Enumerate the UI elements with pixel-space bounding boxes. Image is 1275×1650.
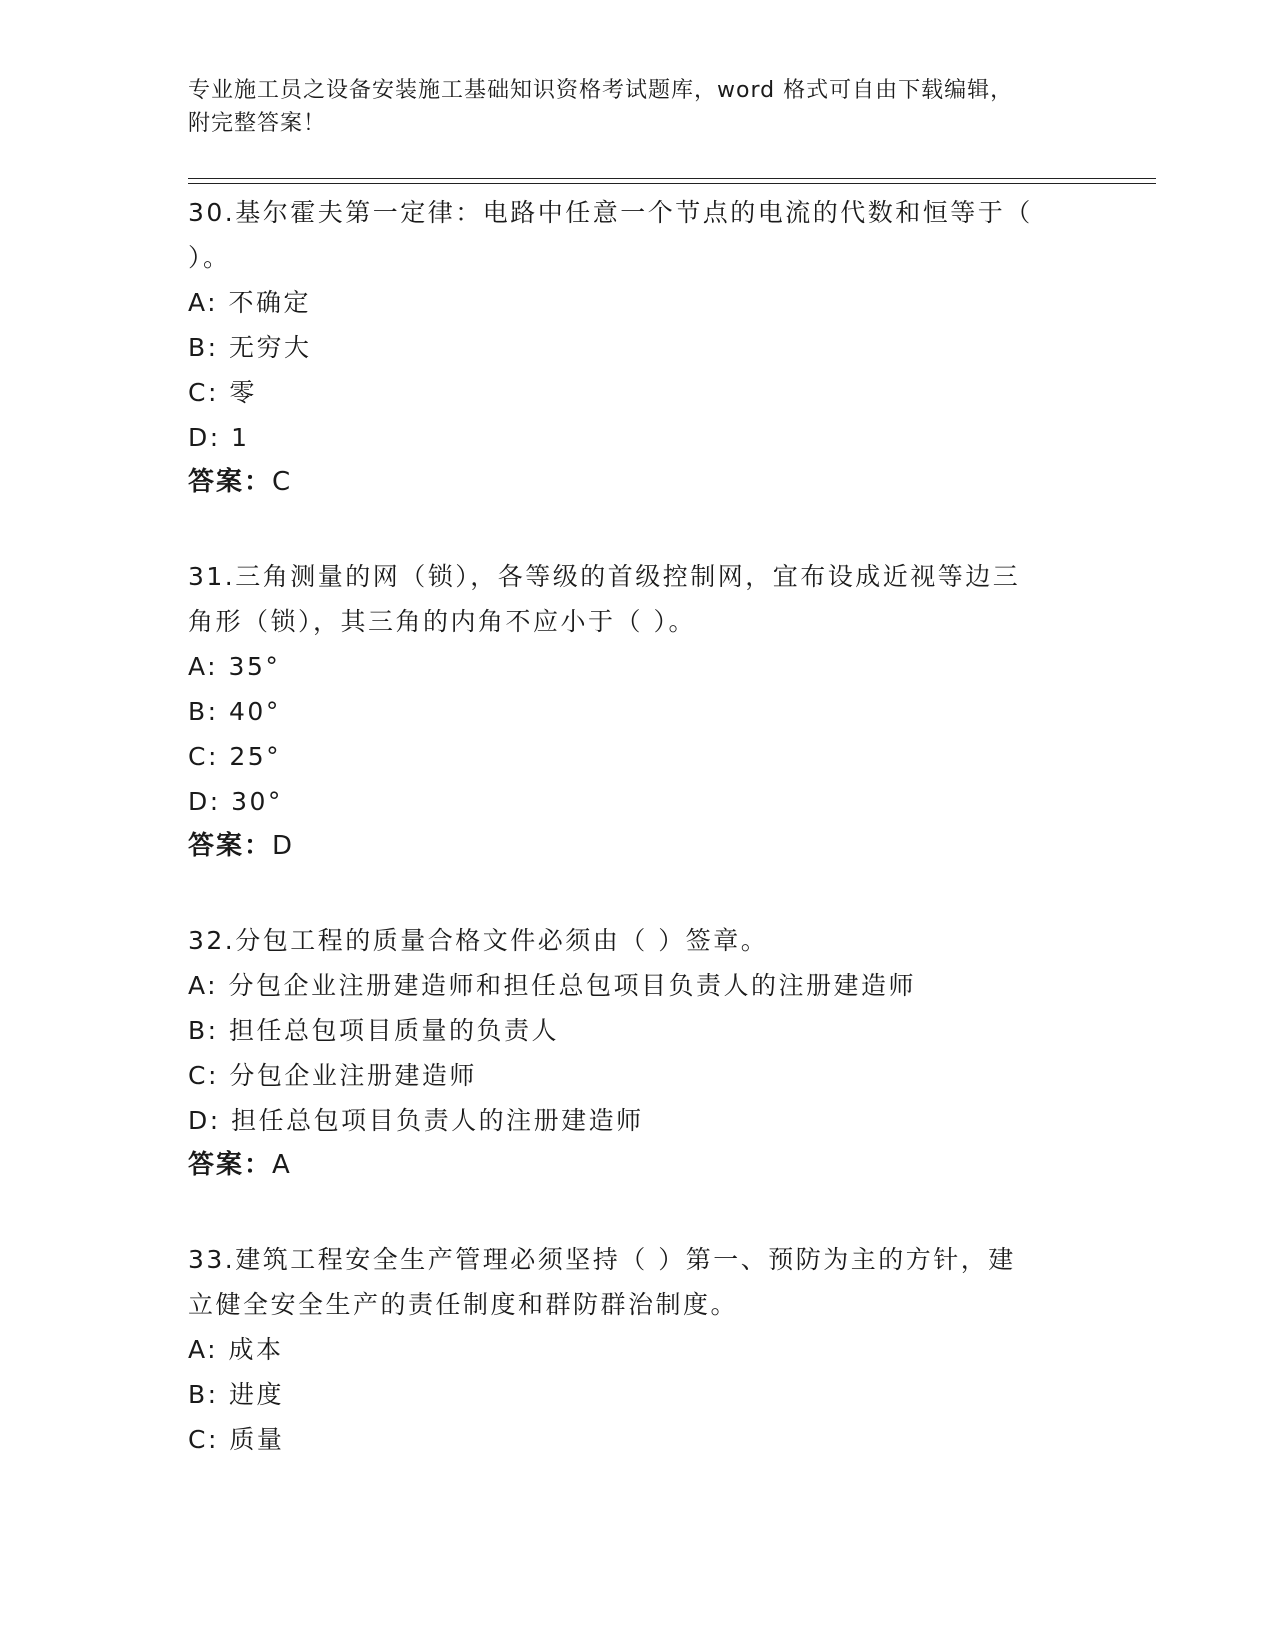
question-32 bbox=[188, 918, 1088, 1187]
header-line-2: 附完整答案！ bbox=[188, 111, 327, 136]
option-a: A: 分包企业注册建造师和担任总包项目负责人的注册建造师 bbox=[188, 971, 917, 1000]
option-d: D: 担任总包项目负责人的注册建造师 bbox=[188, 1106, 644, 1135]
option-c: C: 25° bbox=[188, 742, 282, 771]
option-b: B: 担任总包项目质量的负责人 bbox=[188, 1016, 560, 1045]
option-b: B: 40° bbox=[188, 697, 281, 726]
option-a: A: 35° bbox=[188, 652, 281, 681]
option-b: B: 进度 bbox=[188, 1380, 285, 1409]
question-33 bbox=[188, 1237, 1088, 1462]
question-line: 32.分包工程的质量合格文件必须由（ ）签章。 bbox=[188, 926, 769, 955]
option-list bbox=[188, 280, 1088, 460]
answer-label: 答案： bbox=[188, 1150, 273, 1180]
answer-value: D bbox=[272, 831, 294, 861]
document-header bbox=[188, 74, 1088, 140]
option-d: D: 30° bbox=[188, 787, 283, 816]
option-a: A: 成本 bbox=[188, 1335, 284, 1364]
answer-value: A bbox=[272, 1150, 291, 1180]
question-line: 30.基尔霍夫第一定律：电路中任意一个节点的电流的代数和恒等于（ bbox=[188, 198, 1033, 227]
header-line-1: 专业施工员之设备安装施工基础知识资格考试题库，word 格式可自由下载编辑， bbox=[188, 78, 1014, 103]
question-text bbox=[188, 1237, 1088, 1327]
option-c: C: 零 bbox=[188, 378, 257, 407]
option-c: C: 质量 bbox=[188, 1425, 285, 1454]
question-31 bbox=[188, 554, 1088, 868]
answer bbox=[188, 1143, 1088, 1187]
answer-label: 答案： bbox=[188, 467, 273, 497]
header-divider-top bbox=[188, 178, 1156, 179]
option-d: D: 1 bbox=[188, 423, 250, 452]
option-b: B: 无穷大 bbox=[188, 333, 312, 362]
question-30 bbox=[188, 190, 1088, 504]
option-list bbox=[188, 644, 1088, 824]
question-list bbox=[188, 190, 1088, 1512]
header-divider-bottom bbox=[188, 183, 1156, 184]
answer bbox=[188, 460, 1088, 504]
question-text bbox=[188, 554, 1088, 644]
question-line: 33.建筑工程安全生产管理必须坚持（ ）第一、预防为主的方针，建 bbox=[188, 1245, 1016, 1274]
option-a: A: 不确定 bbox=[188, 288, 312, 317]
question-text bbox=[188, 190, 1088, 280]
answer-value: C bbox=[272, 467, 292, 497]
question-line: ）。 bbox=[188, 243, 231, 272]
question-line: 角形（锁），其三角的内角不应小于（ ）。 bbox=[188, 607, 696, 636]
answer-label: 答案： bbox=[188, 831, 273, 861]
question-line: 31.三角测量的网（锁），各等级的首级控制网，宜布设成近视等边三 bbox=[188, 562, 1021, 591]
question-line: 立健全安全生产的责任制度和群防群治制度。 bbox=[188, 1290, 739, 1319]
option-list bbox=[188, 1327, 1088, 1462]
option-c: C: 分包企业注册建造师 bbox=[188, 1061, 477, 1090]
option-list bbox=[188, 963, 1088, 1143]
answer bbox=[188, 824, 1088, 868]
question-text bbox=[188, 918, 1088, 963]
